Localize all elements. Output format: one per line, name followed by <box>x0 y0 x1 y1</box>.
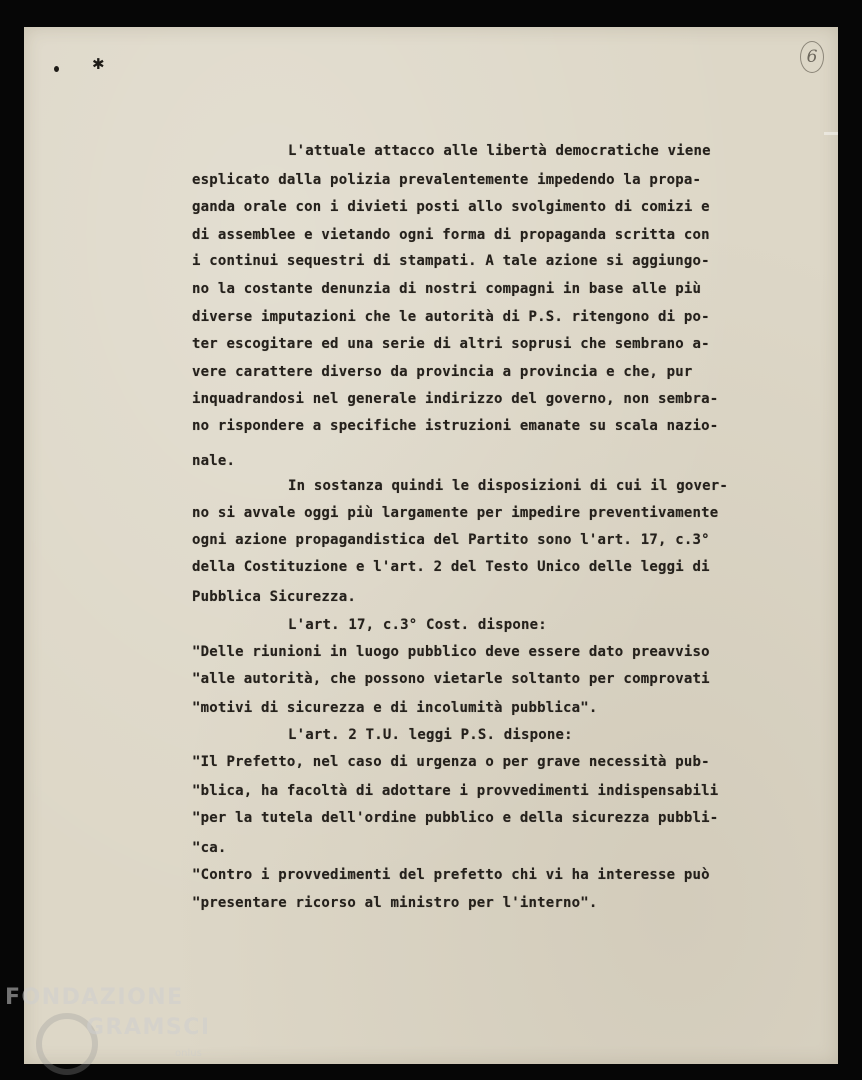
quoted-text-line: "blica, ha facoltà di adottare i provvedimenti indispensabili <box>192 783 719 799</box>
quoted-text-line: "Delle riunioni in luogo pubblico deve essere dato preavviso <box>192 644 710 660</box>
body-text-line: L'attuale attacco alle libertà democratiche viene <box>288 143 711 159</box>
document-page <box>24 27 838 1064</box>
watermark-line2: GRAMSCI <box>86 1015 211 1040</box>
body-text-line: di assemblee e vietando ogni forma di propaganda scritta con <box>192 227 710 243</box>
ink-dot-mark <box>54 66 59 72</box>
quoted-text-line: "per la tutela dell'ordine pubblico e della sicurezza pubbli- <box>192 810 719 826</box>
quoted-text-line: "Il Prefetto, nel caso di urgenza o per grave necessità pub- <box>192 754 710 770</box>
body-text-line: no la costante denunzia di nostri compagni in base alle più <box>192 281 702 297</box>
body-text-line: ter escogitare ed una serie di altri soprusi che sembrano a- <box>192 336 710 352</box>
quoted-text-line: "alle autorità, che possono vietarle soltanto per comprovati <box>192 671 710 687</box>
quoted-text-line: "motivi di sicurezza e di incolumità pubblica". <box>192 700 598 716</box>
watermark-logo <box>0 985 260 1080</box>
body-text-line: In sostanza quindi le disposizioni di cui il gover- <box>288 478 729 494</box>
watermark-sub: onlus <box>175 1048 202 1059</box>
body-text-line: vere carattere diverso da provincia a provincia e che, pur <box>192 364 693 380</box>
body-text-line: no si avvale oggi più largamente per impedire preventivamente <box>192 505 719 521</box>
body-text-line: diverse imputazioni che le autorità di P.S. ritengono di po- <box>192 309 710 325</box>
body-text-line: della Costituzione e l'art. 2 del Testo Unico delle leggi di <box>192 559 710 575</box>
quoted-text-line: "ca. <box>192 840 227 856</box>
body-text-line: ganda orale con i divieti posti allo svolgimento di comizi e <box>192 199 710 215</box>
body-text-line: inquadrandosi nel generale indirizzo del governo, non sembra- <box>192 391 719 407</box>
paper-edge-mark <box>824 132 838 135</box>
body-text-line: nale. <box>192 453 236 469</box>
body-text-line: esplicato dalla polizia prevalentemente impedendo la propa- <box>192 172 702 188</box>
body-text-line: Pubblica Sicurezza. <box>192 589 356 605</box>
body-text-line: i continui sequestri di stampati. A tale azione si aggiungo- <box>192 253 710 269</box>
star-mark-icon: ✱ <box>92 55 105 73</box>
watermark-line1: FONDAZIONE <box>5 985 184 1010</box>
section-heading: L'art. 2 T.U. leggi P.S. dispone: <box>288 727 573 743</box>
section-heading: L'art. 17, c.3° Cost. dispone: <box>288 617 547 633</box>
quoted-text-line: "Contro i provvedimenti del prefetto chi vi ha interesse può <box>192 867 710 883</box>
quoted-text-line: "presentare ricorso al ministro per l'interno". <box>192 895 598 911</box>
body-text-line: no rispondere a specifiche istruzioni emanate su scala nazio- <box>192 418 719 434</box>
body-text-line: ogni azione propagandistica del Partito sono l'art. 17, c.3° <box>192 532 710 548</box>
page-number: 6 <box>800 41 824 73</box>
